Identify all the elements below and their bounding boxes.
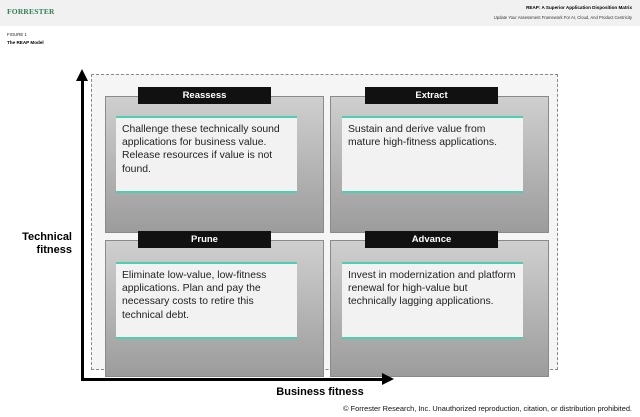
y-axis-arrow-icon [76,69,88,81]
quadrant-text-extract: Sustain and derive value from mature high-fitness applications. [342,116,523,193]
figure-title: The REAP Model [7,40,44,45]
quadrant-title-prune: Prune [138,231,271,248]
figure-label: FIGURE 1 [7,32,27,37]
page-header [0,0,640,26]
x-axis-line [81,378,383,381]
document-subtitle: Update Your Assessment Framework For AI, Cloud, And Product Centricity [493,15,632,20]
quadrant-title-reassess: Reassess [138,87,271,104]
quadrant-title-advance: Advance [365,231,498,248]
quadrant-text-reassess: Challenge these technically sound applications for business value. Release resources if value is not found. [116,116,297,193]
quadrant-text-prune: Eliminate low-value, low-fitness applications. Plan and pay the necessary costs to retire this technical debt. [116,262,297,339]
copyright-notice: © Forrester Research, Inc. Unauthorized reproduction, citation, or distribution prohibited. [343,404,632,413]
quadrant-title-extract: Extract [365,87,498,104]
x-axis-label: Business fitness [276,386,364,398]
document-title: REAP: A Superior Application Disposition Matrix [526,5,632,10]
quadrant-text-advance: Invest in modernization and platform renewal for high-value but technically lagging applications. [342,262,523,339]
brand-logo: FORRESTER [7,7,55,16]
y-axis-label: Technical fitness [22,231,72,256]
y-axis-line [81,80,84,381]
x-axis-arrow-icon [382,373,394,385]
